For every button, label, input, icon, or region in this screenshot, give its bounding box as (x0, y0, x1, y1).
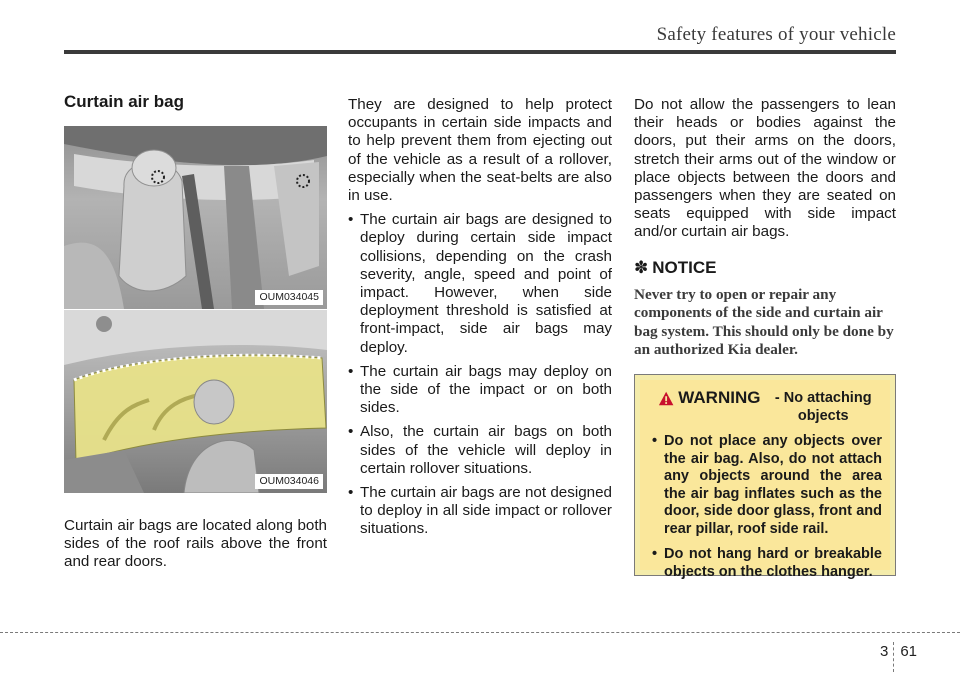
warning-triangle-icon (658, 390, 674, 407)
warning-box (634, 374, 896, 580)
body-paragraph: Do not allow the passengers to lean their heads or bodies against the doors, put their arms on the doors, stretch their arms out of the window or place objects between the doors and passengers when they are seated on seats equipped with side impact and/or curtain air bags. (634, 96, 896, 241)
body-paragraph: They are designed to help protect occupants in certain side impacts and to help prevent them from ejecting out of the vehicle as a result of a rollover, especially when the seat-belts are also in use. (348, 96, 612, 205)
chapter-number: 3 (879, 642, 889, 660)
figure-label: OUM034045 (255, 290, 323, 305)
notice-text: Never try to open or repair any components of the side and curtain air bag system. This should only be done by an authorized Kia dealer. (634, 285, 894, 359)
front-seat-illustration (64, 126, 327, 309)
curtain-airbag-illustration (64, 310, 327, 493)
column-2 (348, 96, 612, 545)
bullet-dot: • (348, 211, 354, 229)
warning-subtitle: - No attaching objects (774, 390, 872, 424)
figure-curtain-airbag (64, 309, 327, 493)
footer-rule (0, 632, 960, 633)
page-number-value: 61 (900, 642, 917, 660)
warning-word: WARNING (678, 388, 761, 407)
bullet-dot: • (652, 433, 658, 449)
column-1 (64, 92, 327, 572)
list-item: • The curtain air bags are designed to deploy during certain side impact collisions, depending on the crash severity, angle, speed and point of impact. However, when side deployment threshold is satisfied at front-impact, side air bags may deploy. (348, 211, 612, 356)
notice-heading: ✽ NOTICE (634, 257, 717, 277)
figure-label: OUM034046 (255, 474, 323, 489)
body-paragraph: Curtain air bags are located along both sides of the roof rails above the front and rear doors. (64, 517, 327, 571)
bullet-dot: • (348, 362, 354, 380)
section-heading: Curtain air bag (64, 92, 184, 111)
notice-symbol-icon: ✽ (634, 257, 649, 277)
bullet-dot: • (348, 484, 354, 502)
column-3 (634, 96, 896, 580)
page-number (880, 636, 917, 666)
warning-list (650, 433, 882, 581)
bullet-dot: • (348, 423, 354, 441)
header-rule (64, 50, 896, 54)
list-item: • The curtain air bags are not designed to deploy in all side impact or rollover situations. (348, 484, 612, 538)
list-item: • Do not place any objects over the air bag. Also, do not attach any objects around the area the air bag inflates such as the door, side door glass, front and rear pillar, roof side rail. (652, 433, 882, 537)
list-item: • The curtain air bags may deploy on the side of the impact or on both sides. (348, 362, 612, 417)
list-item: • Do not hang hard or breakable objects on the clothes hanger. (652, 546, 882, 580)
bullet-dot: • (652, 546, 658, 562)
page-header-title: Safety features of your vehicle (656, 24, 896, 45)
figure-front-seats (64, 126, 327, 309)
bullet-list (348, 211, 612, 538)
warning-title (658, 388, 882, 425)
list-item: • Also, the curtain air bags on both sides of the vehicle will deploy in certain rollover situations. (348, 423, 612, 477)
